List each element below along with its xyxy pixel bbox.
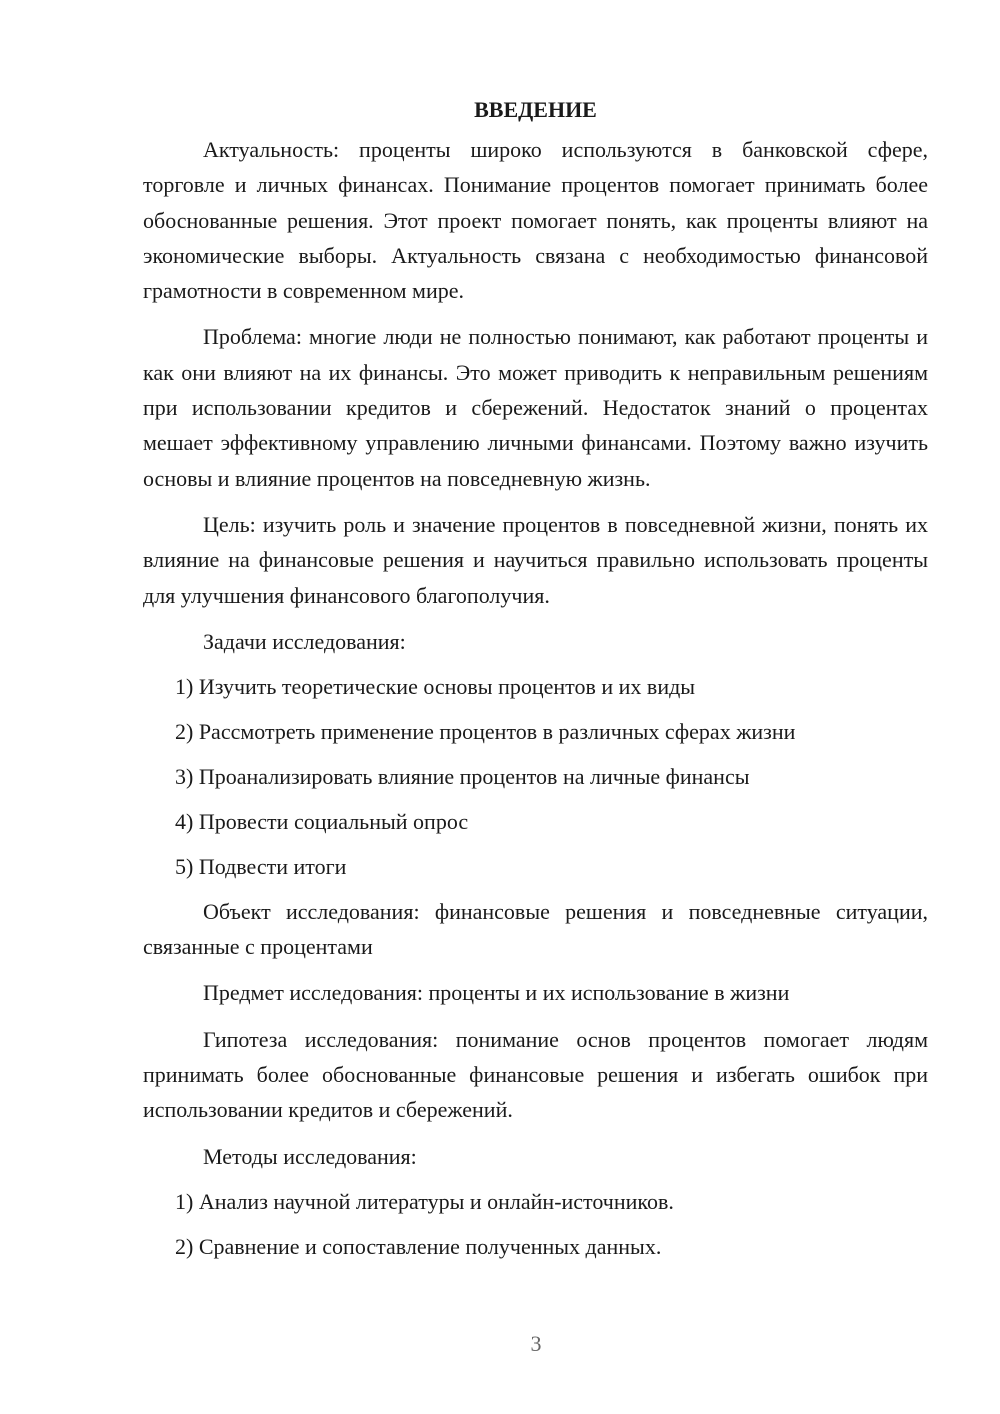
hypothesis-paragraph: Гипотеза исследования: понимание основ процентов помогает людям принимать более обоснованные финансовые решения и избегать ошибок при использовании кредитов и сбережений. (143, 1026, 928, 1123)
subject-paragraph: Предмет исследования: проценты и их использование в жизни (203, 980, 790, 1006)
tasks-list (143, 669, 928, 884)
page-number: 3 (530, 1331, 542, 1356)
list-item: 4) Провести социальный опрос (175, 808, 469, 834)
document-page (143, 92, 928, 1274)
list-item: 1) Изучить теоретические основы процентов и их виды (175, 673, 696, 699)
object-paragraph: Объект исследования: финансовые решения и повседневные ситуации, связанные с процентами (143, 898, 928, 960)
goal-paragraph: Цель: изучить роль и значение процентов в повседневной жизни, понять их влияние на финансовые решения и научиться правильно использовать проценты для улучшения финансового благополучия. (143, 511, 928, 608)
list-item: 2) Сравнение и сопоставление полученных данных. (175, 1233, 662, 1259)
page-title: ВВЕДЕНИЕ (474, 97, 597, 122)
problem-paragraph: Проблема: многие люди не полностью понимают, как работают проценты и как они влияют на их финансы. Это может приводить к неправильным решениям при использовании кредитов и сбережений. Недостаток знаний о процентах мешает эффективному управлению личными финансами. Поэтому важно изучить основы и влияние процентов на повседневную жизнь. (143, 324, 928, 491)
list-item: 3) Проанализировать влияние процентов на личные финансы (175, 763, 750, 789)
list-item: 1) Анализ научной литературы и онлайн-источников. (175, 1188, 674, 1214)
list-item: 2) Рассмотреть применение процентов в различных сферах жизни (175, 718, 796, 744)
relevance-paragraph: Актуальность: проценты широко используются в банковской сфере, торговле и личных финансах. Понимание процентов помогает принимать более обоснованные решения. Этот проект помогает понять, как проценты влияют на экономические выборы. Актуальность связана с необходимостью финансовой грамотности в современном мире. (143, 137, 928, 304)
methods-heading: Методы исследования: (203, 1143, 417, 1169)
list-item: 5) Подвести итоги (175, 853, 347, 879)
tasks-heading: Задачи исследования: (203, 628, 406, 654)
methods-list (143, 1184, 928, 1264)
